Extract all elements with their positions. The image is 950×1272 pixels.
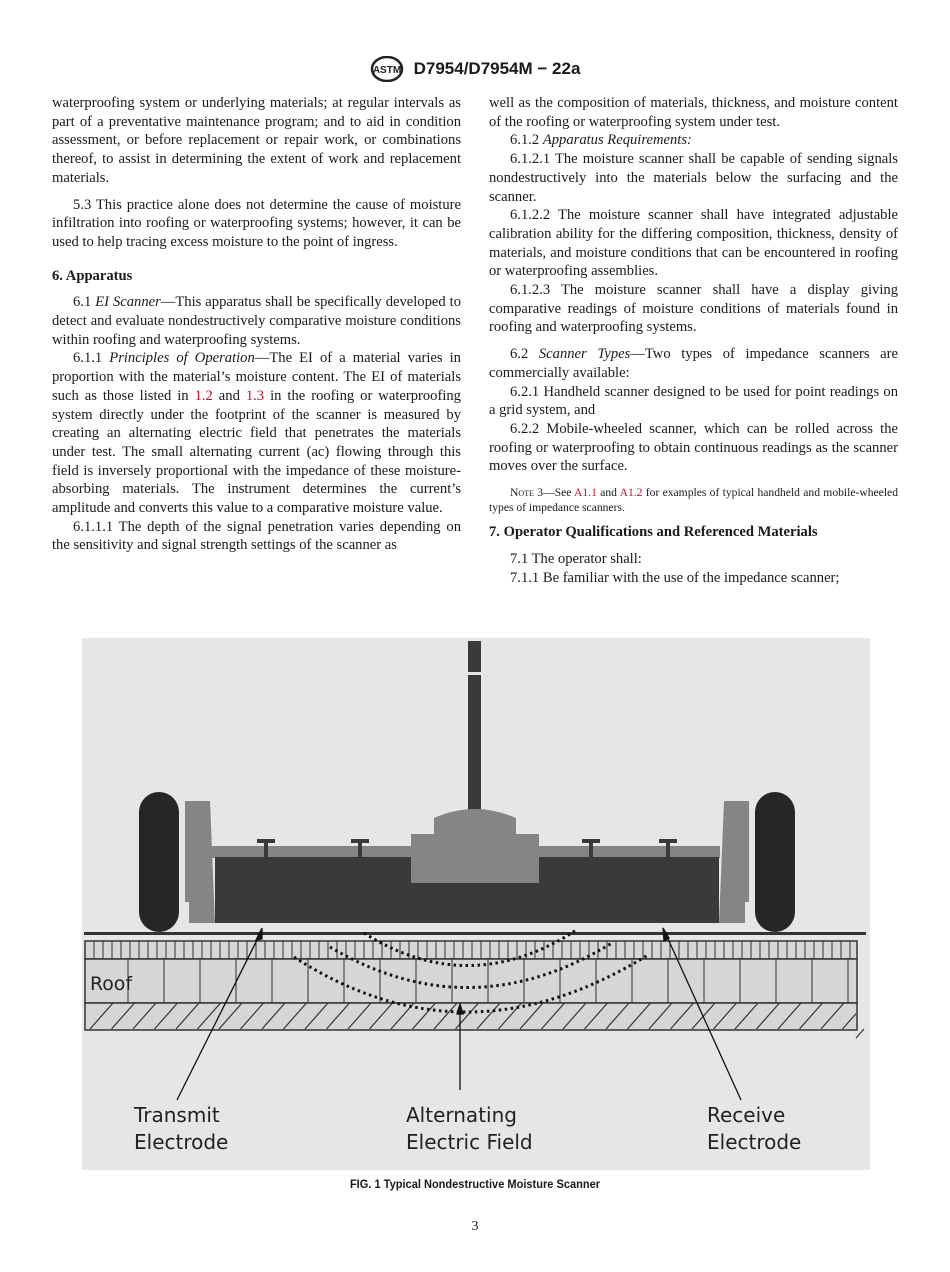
left-wheel [139,792,179,932]
receive-label: Receive [707,1103,786,1127]
paragraph-6-1-2-2: 6.1.2.2 The moisture scanner shall have integrated adjustable calibration ability for the differing composition, thickness, density of materials, and moisture conditions that can be encountered in roofing or waterproofing assemblies. [489,207,898,280]
alternating-label-2: Electric Field [406,1130,533,1154]
right-wheel [755,792,795,932]
transmit-label: Transmit [134,1103,220,1127]
paragraph-6-2: 6.2 Scanner Types—Two types of impedance scanners are commercially available: [489,346,899,381]
paragraph-5-3: 5.3 This practice alone does not determine the cause of moisture infiltration into roofing or waterproofing systems; however, it can be used to help tracing excess moisture to the point of ingress. [52,196,461,250]
paragraph-7-1-1: 7.1.1 Be familiar with the use of the impedance scanner; [510,569,840,586]
left-column [52,94,461,555]
left-side-plate [185,801,215,923]
section-heading-operator: 7. Operator Qualifications and Referenced Materials [489,524,818,541]
paragraph-6-2-1: 6.2.1 Handheld scanner designed to be used for point readings on a grid system, and [489,383,898,419]
ref-link-1-3[interactable]: 1.3 [245,387,265,404]
roof-label: Roof [90,973,134,995]
paragraph: waterproofing system or underlying materials; at regular intervals as part of a preventative maintenance program; and to aid in condition assessment, or before replacement or repair work, or combinations thereof, to assist in determining the extent of work and replacement materials. [52,95,461,186]
paragraph: well as the composition of materials, thickness, and moisture content of the roofing or waterproofing system under test. [489,95,898,130]
page-number: 3 [471,1219,479,1234]
page-header [0,56,950,82]
alternating-label: Alternating [406,1103,517,1127]
roof-layer [85,959,857,1003]
paragraph-6-1-2-3: 6.1.2.3 The moisture scanner shall have a display giving comparative readings of moisture conditions of materials found in roofing and waterproofing systems. [489,282,898,336]
section-heading-apparatus: 6. Apparatus [52,267,133,284]
paragraph-7-1: 7.1 The operator shall: [510,550,642,567]
figure-caption: FIG. 1 Typical Nondestructive Moisture Scanner [349,1177,601,1191]
handle-mast [468,641,481,672]
ref-link-a1-2[interactable]: A1.2 [619,486,643,500]
astm-logo-icon [370,56,404,82]
receive-label-2: Electrode [707,1130,802,1154]
right-column [489,94,898,587]
note-3: Note 3—See A1.1 and A1.2 for examples of typical handheld and mobile-wheeled types of impedance scanners. [489,486,898,514]
ref-link-1-2[interactable]: 1.2 [194,387,213,404]
paragraph-6-1: 6.1 EI Scanner—This apparatus shall be specifically developed to detect and evaluate nondestructively comparative moisture conditions within roofing and waterproofing systems. [52,294,461,348]
paragraph-6-1-1: 6.1.1 Principles of Operation—The EI of a material varies in proportion with the material’s moisture content. The EI of materials such as those listed in 1.2 and 1.3 in the roofing or waterproofing system directly under the footprint of the scanner is measured by creating an alternating electric field that penetrates the materials under test. The small alternating current (ac) flowing through this field is inversely proportional with the impedance of these moisture-absorbing materials. The instrument determines the current’s amplitude and converts this value to a comparative moisture value. [52,350,461,517]
svg-text:ASTM: ASTM [372,65,401,76]
paragraph-6-1-2: 6.1.2 Apparatus Requirements: [510,132,692,149]
ref-link-a1-1[interactable]: A1.1 [574,486,597,500]
document-designation: D7954/D7954M − 22a [413,59,581,78]
paragraph-6-1-2-1: 6.1.2.1 The moisture scanner shall be capable of sending signals nondestructively into the materials below the surfacing and the scanner. [489,151,898,205]
right-side-plate [719,801,749,923]
paragraph-6-2-2: 6.2.2 Mobile-wheeled scanner, which can be rolled across the roofing or waterproofing to obtain continuous readings as the scanner moves over the surface. [489,420,898,475]
transmit-label-2: Electrode [134,1130,229,1154]
paragraph-6-1-1-1: 6.1.1.1 The depth of the signal penetration varies depending on the sensitivity and signal strength settings of the scanner as [52,518,461,554]
figure-moisture-scanner [82,638,870,1170]
